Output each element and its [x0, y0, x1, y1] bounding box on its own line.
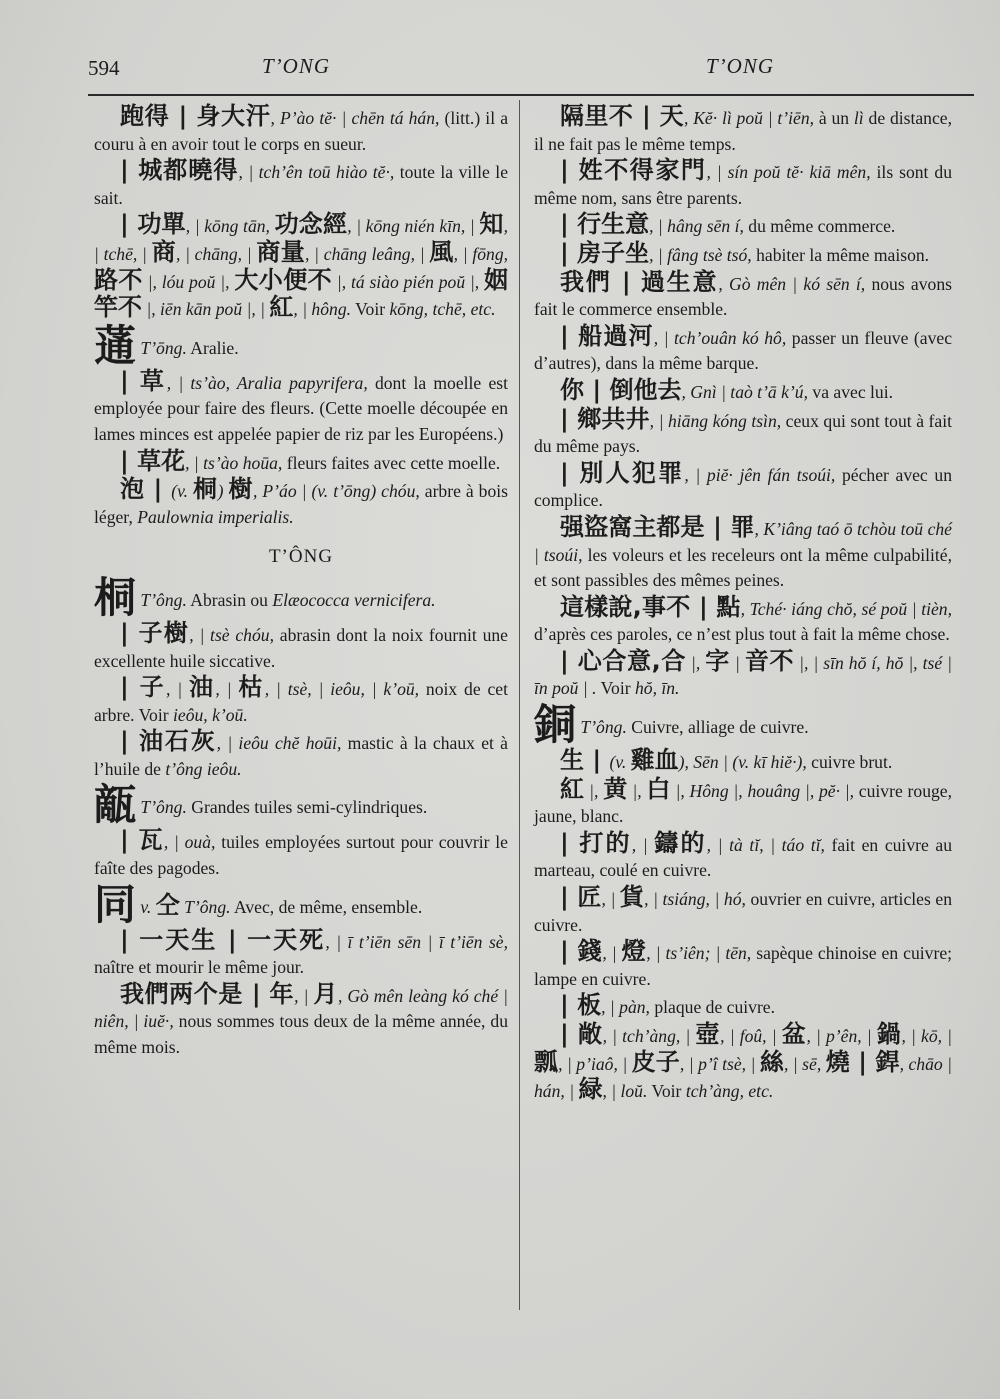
sub-entry — [534, 212, 952, 240]
definition-text: mastic à la chaux et à l’huile de — [94, 733, 508, 779]
romanization-text: , | — [166, 679, 189, 700]
romanization-text: |, | sīn hŏ í, hŏ |, tsé | īn poŭ | . — [534, 652, 953, 699]
chinese-text: | 鄉共井 — [560, 404, 650, 433]
chinese-text: 知 — [479, 210, 504, 239]
sub-entry — [94, 158, 508, 211]
sub-entry — [94, 104, 508, 157]
sub-entry — [534, 238, 952, 269]
headword-character: 甋 — [94, 780, 137, 830]
chinese-text: 功念經 — [274, 210, 348, 239]
page-number: 594 — [88, 56, 120, 80]
definition-text: nous sommes tous deux de la même année, du même mois. — [94, 1011, 508, 1058]
romanization-text: Elæococca vernicifera. — [272, 589, 436, 610]
romanization-text: T’ông. — [179, 896, 231, 917]
right-column — [534, 104, 952, 1106]
chinese-text: 字 — [705, 646, 730, 675]
chinese-text: 路不 — [94, 265, 143, 294]
chinese-text: 商 — [151, 237, 176, 266]
romanization-text: kōng, tchē, etc. — [389, 299, 496, 320]
chinese-text: 紅 — [269, 293, 294, 322]
chinese-text: | 一天生 | 一天死 — [120, 925, 326, 954]
definition-text: dont la moelle est employée pour faire des fleurs. (Cette moelle découpée en lames minces est appelée papier de riz par les Européens.) — [94, 372, 508, 444]
chinese-text: 燈 — [621, 937, 647, 966]
romanization-text: , | piĕ· jên fán tsoúi, — [684, 464, 836, 485]
romanization-text: , Gnì | taò t’ā k’ú, — [681, 381, 808, 402]
chinese-text: | 船過河 — [560, 321, 654, 350]
headword-entry — [94, 780, 508, 830]
left-column — [94, 104, 508, 1062]
chinese-text: 皮子 — [631, 1047, 680, 1076]
chinese-text: 貨 — [619, 883, 645, 912]
romanization-text: , | ī t’iēn sēn | ī t’iēn sè, — [325, 931, 508, 952]
definition-text: cuivre brut. — [806, 752, 893, 773]
column-divider — [519, 100, 520, 1310]
romanization-text: , | tà tĭ, | táo tĭ, — [706, 834, 825, 855]
romanization-text: , | — [631, 834, 655, 855]
section-heading: T’ÔNG — [268, 546, 334, 568]
romanization-text: |, iēn kān poŭ |, | — [142, 299, 270, 320]
sub-entry — [94, 212, 508, 322]
definition-text: de distance, il ne fait pas le même temps. — [534, 108, 952, 154]
romanization-text: , | — [215, 679, 239, 700]
romanization-text: , | ts’ào hoūa, — [185, 452, 283, 473]
chinese-text: | 房子坐 — [560, 238, 650, 267]
chinese-text: | 姓不得家門 — [560, 156, 707, 185]
definition-text: d’après ces paroles, ce n’est plus tout à fait la même chose. — [534, 624, 950, 645]
header-rule — [88, 94, 974, 96]
page-header — [0, 52, 1000, 86]
sub-entry — [534, 512, 952, 594]
chinese-text: | 城都曉得 — [120, 156, 239, 185]
sub-entry — [94, 477, 508, 530]
romanization-text: , | tchē, | — [94, 216, 508, 264]
sub-entry — [534, 404, 952, 460]
definition-text: arbre à bois léger, — [94, 481, 509, 527]
romanization-text: , | sē, — [783, 1053, 826, 1074]
chinese-text: 瓢 — [534, 1047, 559, 1076]
definition-text: les voleurs et les receleurs ont la même culpabilité, et sont passibles des mêmes peines. — [534, 544, 952, 591]
definition-text: noix de cet arbre. Voir — [94, 679, 509, 725]
romanization-text: Paulownia imperialis. — [137, 506, 294, 527]
romanization-text: , | ts’ào, Aralia papyrifera, — [166, 372, 368, 393]
chinese-text: 黄 — [603, 774, 628, 803]
chinese-text: 姻竿不 — [94, 265, 509, 322]
headword-entry — [94, 879, 508, 929]
running-head-left: T’ONG — [262, 54, 331, 78]
romanization-text: , P’áo | (v. t’ōng) chóu, — [253, 481, 420, 502]
romanization-text: , K’iâng taó ō tchòu toū ché | tsoúi, — [534, 518, 952, 565]
chinese-text: | 心合意,合 — [560, 646, 686, 675]
definition-text: fait en cuivre au marteau, coulé en cuivre. — [534, 834, 952, 881]
chinese-text: | 瓦 — [120, 826, 164, 855]
definition-text: fleurs faites avec cette moelle. — [282, 452, 501, 473]
chinese-text: | 板 — [560, 991, 602, 1020]
running-head-right: T’ONG — [706, 54, 775, 78]
sub-entry — [534, 458, 952, 514]
definition-text: Cuivre, alliage de cuivre. — [626, 717, 809, 738]
sub-entry — [94, 729, 508, 782]
romanization-text: |, Hông |, houâng |, pĕ· |, — [670, 780, 855, 801]
romanization-text: lì — [853, 108, 864, 128]
sub-entry — [534, 993, 952, 1021]
romanization-text: , | hông. — [293, 299, 352, 320]
romanization-text: , | p’iaô, | — [558, 1053, 632, 1074]
romanization-text: , | kōng tān, — [185, 216, 275, 237]
chinese-text: 紅 — [560, 774, 585, 803]
romanization-text: , | ouà, — [163, 832, 216, 853]
chinese-text: 生 | — [560, 746, 610, 775]
sub-entry — [534, 267, 952, 323]
romanization-text: , Kĕ· lì poŭ | t’iēn, — [683, 108, 815, 128]
romanization-text: , | p’î tsè, | — [679, 1053, 760, 1074]
romanization-text: , | kō, | — [901, 1026, 953, 1046]
chinese-text: | 子樹 — [120, 618, 190, 647]
romanization-text: (v. — [171, 481, 193, 502]
chinese-text: 鑄的 — [654, 828, 707, 857]
chinese-text: 音不 — [744, 646, 795, 675]
romanization-text: ) — [217, 481, 229, 502]
romanization-text: , | tch’ên toū hiào tĕ·, — [238, 162, 395, 183]
romanization-text: , chāo | hán, | — [534, 1053, 952, 1102]
chinese-text: | 子 — [120, 673, 167, 702]
chinese-text: 油 — [188, 673, 216, 702]
romanization-text: , | fōng, — [453, 243, 509, 264]
definition-text: Voir — [351, 299, 390, 320]
definition-text: Abrasin ou — [186, 589, 273, 610]
romanization-text: , | — [294, 985, 314, 1006]
romanization-text: , | ieôu chĕ hoūi, — [216, 733, 342, 754]
headword-entry — [94, 320, 508, 370]
headword-character: 桐 — [94, 572, 137, 622]
chinese-text: 隔里不 | 天 — [560, 102, 684, 130]
sub-entry — [534, 885, 952, 938]
chinese-text: | 行生意 — [560, 210, 650, 239]
definition-text: Avec, de même, ensemble. — [230, 896, 423, 917]
romanization-text: , | kōng nién kīn, | — [347, 216, 480, 237]
romanization-text: , P’ào tĕ· | chēn tá hán, — [270, 108, 440, 128]
romanization-text: |, — [584, 780, 604, 801]
chinese-text: 你 | 倒他去 — [560, 375, 682, 404]
chinese-text: 緑 — [578, 1075, 603, 1104]
sub-entry — [94, 828, 508, 881]
romanization-text: , | hiāng kóng tsìn, — [649, 410, 782, 431]
romanization-text: , Gò mên | kó sēn í, — [718, 273, 866, 294]
sub-entry — [534, 828, 952, 884]
chinese-text: 白 — [646, 774, 671, 803]
chinese-text: 跑得 | 身大汗 — [120, 102, 271, 130]
chinese-text: 大小便不 — [234, 265, 333, 294]
headword-character: 同 — [94, 879, 137, 929]
sub-entry — [94, 675, 508, 728]
definition-text: à un — [814, 108, 854, 128]
romanization-text: T’ông. — [136, 589, 187, 610]
definition-text: Voir — [596, 678, 635, 699]
chinese-text: 這樣說,事不 | 點 — [560, 592, 741, 621]
romanization-text: t’ông ieôu. — [165, 758, 242, 779]
romanization-text: , | fâng tsè tsó, — [649, 244, 752, 265]
chinese-text: | 別人犯罪 — [560, 458, 685, 487]
romanization-text: , | p’ên, | — [806, 1026, 877, 1046]
romanization-text: , | chāng leâng, | — [305, 243, 430, 264]
chinese-text: 月 — [313, 979, 338, 1008]
chinese-text: 盆 — [781, 1020, 807, 1048]
sub-entry — [94, 925, 508, 981]
definition-text: Aralie. — [186, 337, 239, 358]
definition-text: va avec lui. — [808, 381, 893, 402]
romanization-text: , | hâng sēn í, — [649, 216, 744, 237]
sub-entry — [94, 618, 508, 674]
sub-entry — [534, 158, 952, 211]
chinese-text: 枯 — [238, 673, 265, 702]
definition-text: du même commerce. — [743, 216, 896, 237]
romanization-text: , | pàn, — [601, 997, 650, 1018]
chinese-text: 强盜窩主都是 | 罪 — [560, 512, 755, 541]
romanization-text: | — [729, 652, 745, 673]
romanization-text: (v. — [609, 752, 631, 773]
romanization-text: , Gò mên leàng kó ché | niên, | iuĕ·, — [94, 985, 508, 1032]
romanization-text: , | foû, | — [720, 1026, 782, 1046]
definition-text: cuivre rouge, jaune, blanc. — [534, 780, 953, 827]
definition-text: pécher avec un complice. — [534, 464, 952, 511]
definition-text: sapèque chinoise en cuivre; lampe en cuivre. — [534, 943, 953, 989]
chinese-text: 泡 | — [120, 475, 172, 504]
chinese-text: 商量 — [256, 237, 306, 266]
romanization-text: hŏ, īn. — [634, 678, 680, 699]
romanization-text: ), Sēn | (v. kī hiĕ·), — [678, 752, 807, 773]
chinese-text: 絲 — [759, 1047, 784, 1076]
chinese-text: | 草 — [120, 366, 167, 395]
romanization-text: ieôu, k’oū. — [173, 704, 248, 725]
romanization-text: , | tsè chóu, — [189, 624, 274, 645]
definition-text: tuiles employées surtout pour couvrir le faîte des pagodes. — [94, 832, 508, 879]
sub-entry — [534, 748, 952, 776]
romanization-text: , | — [601, 889, 620, 910]
sub-entry — [534, 592, 953, 648]
chinese-text: | 草花 — [120, 446, 186, 475]
definition-text: passer un fleuve (avec d’autres), dans la même barque. — [534, 327, 953, 374]
sub-entry — [94, 446, 508, 477]
romanization-text: , | tsè, | ieôu, | k’oū, — [264, 679, 420, 700]
definition-text: ceux qui sont tout à fait du même pays. — [534, 410, 952, 457]
chinese-text: 我們两个是 | 年 — [120, 979, 295, 1008]
chinese-text: | 打的 — [560, 828, 632, 857]
definition-text: Voir — [647, 1081, 686, 1102]
chinese-text: | 匠 — [560, 883, 602, 912]
romanization-text: , | loŭ. — [602, 1081, 648, 1102]
definition-text: abrasin dont la noix fournit une excellente huile siccative. — [94, 624, 508, 671]
sub-entry — [94, 366, 508, 448]
sub-entry — [534, 104, 952, 157]
chinese-text: 鍋 — [876, 1020, 902, 1048]
definition-text: Grandes tuiles semi-cylindriques. — [186, 797, 428, 818]
definition-text: nous avons fait le commerce ensemble. — [534, 273, 952, 320]
romanization-text: |, lóu poŭ |, — [142, 271, 235, 292]
sub-entry — [534, 321, 953, 377]
romanization-text: T’ông. — [576, 717, 627, 738]
chinese-text: 樹 — [228, 475, 254, 504]
romanization-text: , | tch’ouân kó hô, — [653, 327, 787, 348]
romanization-text: T’ông. — [136, 797, 187, 818]
chinese-text: | 錢 — [560, 937, 603, 966]
sub-entry — [94, 979, 508, 1061]
definition-text: ils sont du même nom, sans être parents. — [534, 162, 952, 208]
romanization-text: T’ōng. — [136, 337, 187, 358]
headword-entry — [534, 700, 952, 750]
romanization-text: , | sín poŭ tĕ· kiā mên, — [706, 162, 871, 183]
sub-entry — [534, 646, 953, 702]
sub-entry — [534, 375, 952, 406]
sub-entry — [534, 1022, 952, 1105]
headword-character: 蓪 — [94, 320, 137, 370]
definition-text: (litt.) il a couru à en avoir tout le corps en sueur. — [94, 108, 509, 154]
romanization-text: |, — [686, 652, 706, 673]
chinese-text: 桐 — [193, 475, 218, 504]
definition-text: toute la ville le sait. — [94, 162, 508, 208]
chinese-text: | 油石灰 — [120, 727, 217, 756]
definition-text: plaque de cuivre. — [649, 997, 776, 1018]
definition-text: ouvrier en cuivre, articles en cuivre. — [534, 889, 952, 935]
sub-entry — [534, 939, 952, 992]
romanization-text: tch’àng, etc. — [685, 1081, 774, 1102]
chinese-text: 我們 | 過生意 — [560, 267, 719, 296]
romanization-text: , Tché· iáng chŏ, sé poŭ | tièn, — [740, 598, 953, 619]
headword-character: 銅 — [534, 700, 577, 750]
chinese-text: 仝 — [155, 890, 180, 919]
romanization-text: , | tsiáng, | hó, — [644, 889, 746, 910]
romanization-text: , | — [602, 943, 622, 964]
chinese-text: 雞血 — [630, 746, 679, 775]
chinese-text: 燒 | 銲 — [825, 1047, 900, 1076]
romanization-text: , | chāng, | — [175, 243, 257, 264]
chinese-text: 壺 — [695, 1020, 721, 1048]
definition-text: naître et mourir le même jour. — [94, 957, 305, 978]
chinese-text: | 功單 — [120, 210, 186, 239]
chinese-text: | 敞 — [560, 1020, 603, 1048]
definition-text: habiter la même maison. — [751, 244, 930, 265]
romanization-text: , | tch’àng, | — [602, 1026, 696, 1046]
chinese-text: 風 — [429, 237, 454, 266]
romanization-text: |, tá siào pién poŭ |, — [332, 271, 485, 292]
romanization-text: |, — [627, 780, 647, 801]
romanization-text: , | ts’iên; | tēn, — [646, 943, 752, 964]
romanization-text: v. — [136, 896, 156, 917]
headword-entry — [94, 572, 508, 622]
sub-entry — [534, 774, 953, 830]
